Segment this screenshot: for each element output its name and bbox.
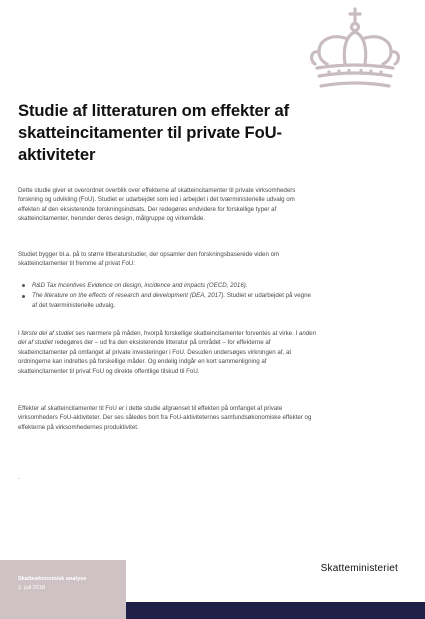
sources-list bbox=[18, 281, 316, 311]
footer-accent-bar bbox=[126, 602, 425, 619]
stray-mark: . bbox=[18, 475, 20, 481]
emphasis-second-part: anden del af studiet bbox=[18, 330, 316, 347]
paragraph-text: Effekter af skatteincitamenter til FoU er i dette studie afgrænset til effekten på omfanget af private virksomheders FoU-aktiviteter. Der ses således bort fra FoU-aktiviteternes samfundsøkonomiske effekter og effekterne på virksomhedernes produktivitet. bbox=[18, 405, 312, 431]
emphasis-first-part: første del af studiet bbox=[21, 330, 74, 337]
document-title: Studie af litteraturen om effekter af skatteincitamenter til private FoU-aktiviteter bbox=[18, 101, 290, 164]
paragraph-text: Studiet bygger bl.a. på to større litteraturstudier, der opsamler den forskningsbaserede viden om skatteincitamenter til fremme af privat FoU: bbox=[18, 251, 280, 268]
paragraph-text bbox=[18, 329, 316, 376]
royal-crown-logo-icon bbox=[305, 6, 405, 94]
intro-paragraph bbox=[18, 186, 316, 224]
text-run: ses nærmere på måden, hvorpå forskellige skatteincitamenter forventes at virke. I bbox=[73, 330, 299, 337]
sources-intro-paragraph bbox=[18, 250, 316, 269]
publication-date: 2. juli 2018 bbox=[18, 585, 46, 591]
text-run: I bbox=[18, 330, 22, 337]
scope-paragraph bbox=[18, 404, 316, 432]
source-title: R&D Tax Incentives Evidence on design, incidence and impacts (OECD, 2016). bbox=[32, 282, 248, 289]
text-run: redegøres der – ud fra den eksisterende litteratur på området – for effekterne af skatteincitamenter på omfanget af private investeringer i FoU. Desuden undersøges virkningen af, at ordningerne kan indrettes på forskellige måder. Og endelig indgår en kort sammenligning af skatteincitamenter til privat FoU og direkte offentlige tilskud til FoU. bbox=[18, 339, 292, 375]
ministry-wordmark: Skatteministeriet bbox=[320, 563, 398, 574]
list-item bbox=[18, 281, 316, 290]
publication-type-label: Skatteøkonomisk analyse bbox=[18, 576, 87, 582]
source-note: Studiet er udarbejdet på vegne af det tværministerielle udvalg. bbox=[32, 292, 311, 309]
source-title: The literature on the effects of research and development (DEA, 2017). bbox=[32, 292, 226, 300]
list-item bbox=[18, 291, 316, 310]
structure-paragraph bbox=[18, 329, 316, 376]
paragraph-text: Dette studie giver et overordnet overblik over effekterne af skatteincitamenter til private virksomheders forskning og udvikling (FoU). Studiet er udarbejdet som led i arbejdet i det tværministerielle udvalg om effekten af den eksisterende forskningsindsats. Der redegøres endvidere for forskellige typer af skatteincitamenter, herunder deres design, målgruppe og virkemåde. bbox=[18, 187, 296, 223]
